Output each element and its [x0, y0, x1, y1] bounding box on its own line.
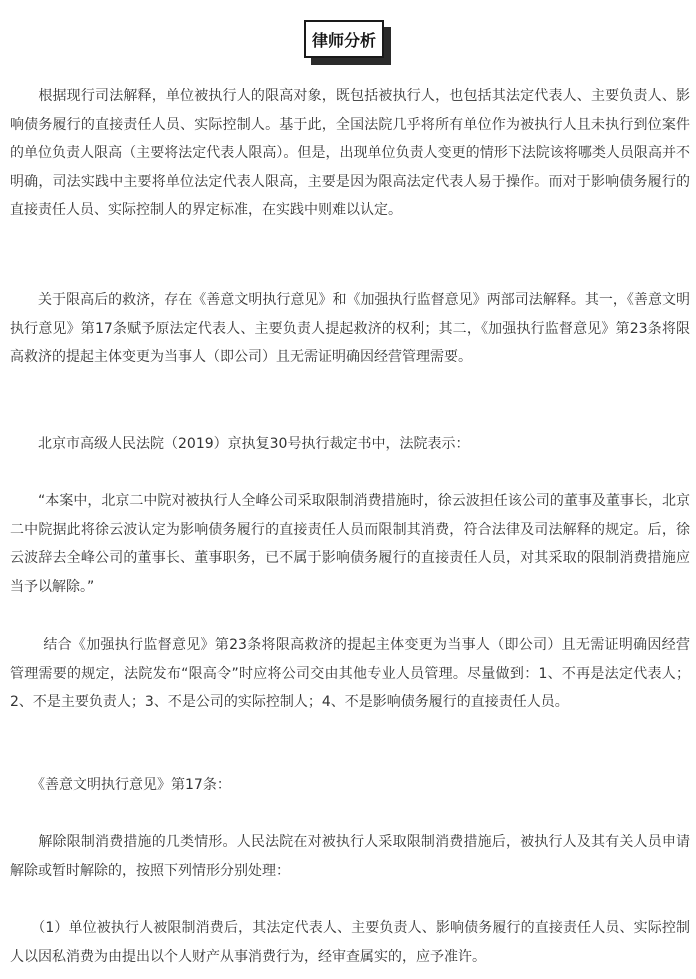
paragraph-4-quote: “本案中，北京二中院对被执行人全峰公司采取限制消费措施时，徐云波担任该公司的董事及董事长，北京二中院据此将徐云波认定为影响债务履行的直接责任人员而限制其消费，符合法律及司法解释的规定。后，徐云波辞去全峰公司的董事长、董事职务，已不属于影响债务履行的直接责任人员，对其采取的限制消费措施应当予以解除。” — [10, 493, 690, 595]
paragraph-8: （1）单位被执行人被限制消费后，其法定代表人、主要负责人、影响债务履行的直接责任人员、实际控制人以因私消费为由提出以个人财产从事消费行为，经审查属实的，应予准许。 — [10, 920, 690, 965]
section-title: 律师分析 — [304, 20, 384, 58]
paragraph-5: 结合《加强执行监督意见》第23条将限高救济的提起主体变更为当事人（即公司）且无需证明确因经营管理需要的规定，法院发布“限高令”时应将公司交由其他专业人员管理。尽量做到：1、不再是法定代表人；2、不是主要负责人；3、不是公司的实际控制人；4、不是影响债务履行的直接责任人员。 — [10, 637, 690, 710]
paragraph-3: 北京市高级人民法院（2019）京执复30号执行裁定书中，法院表示： — [10, 436, 470, 452]
paragraph-7: 解除限制消费措施的几类情形。人民法院在对被执行人采取限制消费措施后，被执行人及其有关人员申请解除或暂时解除的，按照下列情形分别处理： — [10, 834, 690, 879]
section-header — [0, 14, 696, 70]
paragraph-1: 根据现行司法解释，单位被执行人的限高对象，既包括被执行人，也包括其法定代表人、主要负责人、影响债务履行的直接责任人员、实际控制人。基于此，全国法院几乎将所有单位作为被执行人且未执行到位案件的单位负责人限高（主要将法定代表人限高）。但是，出现单位负责人变更的情形下法院该将哪类人员限高并不明确，司法实践中主要将单位法定代表人限高，主要是因为限高法定代表人易于操作。而对于影响债务履行的直接责任人员、实际控制人的界定标准，在实践中则难以认定。 — [10, 88, 690, 218]
paragraph-2: 关于限高后的救济，存在《善意文明执行意见》和《加强执行监督意见》两部司法解释。其一，《善意文明执行意见》第17条赋予原法定代表人、主要负责人提起救济的权利；其二，《加强执行监督意见》第23条将限高救济的提起主体变更为当事人（即公司）且无需证明确因经营管理需要。 — [10, 292, 690, 365]
paragraph-6: 《善意文明执行意见》第17条： — [10, 777, 231, 793]
